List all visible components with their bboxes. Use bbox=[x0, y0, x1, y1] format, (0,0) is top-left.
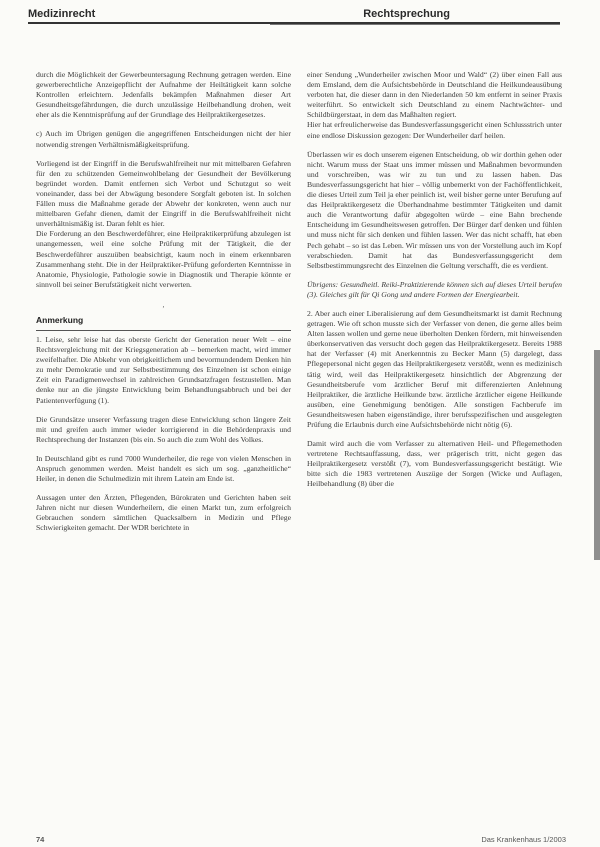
note-paragraph: Die Grundsätze unserer Verfassung tragen diese Entwicklung schon längere Zeit mit und greifen auch immer wieder korrigierend in die Behördenpraxis und Rechtsprechung der Instanzen (bis ein. So auch die zum Wohl des Volkes. bbox=[36, 414, 291, 444]
left-column bbox=[36, 70, 291, 543]
page-header bbox=[28, 5, 562, 22]
separator-mark: , bbox=[162, 299, 165, 309]
paragraph: Vorliegend ist der Eingriff in die Berufswahlfreiheit nur mit mittelbaren Gefahren für den zu schützenden Gemeinwohlbelang der Gesundheit der Bevölkerung begründet worden. Damit entfernen sich Verbot und Schutzgut so weit voneinander, dass bei der Abwägung besondere Sorgfalt geboten ist. In solchen Fällen muss die Maßnahme gerade der Abwehr der konkreten, wenn auch nur mittelbaren Gefahr dienen, damit der Eingriff in die Berufswahlfreiheit nicht unverhältnismäßig ist. Daran fehlt es hier. bbox=[36, 158, 291, 229]
note-paragraph: 1. Leise, sehr leise hat das oberste Gericht der Generation neuer Welt – eine Rechtsvergleichung mit der Kriegsgeneration ab – bemerken macht, wird immer zweifelhafter. Die Abkehr von obrigkeitlichem und bevormundendem Denken hin zu mehr Demokratie und zur Selbstbestimmung des Einzelnen ist schon einige Zeit ein Paradigmenwechsel in zahlreichen Grundsatzfragen festzustellen. Man denke nur an die jüngste Entwicklung beim Behandlungsabbruch und bei der Patientenverfügung (1). bbox=[36, 334, 291, 405]
header-right-label: Rechtsprechung bbox=[363, 7, 450, 20]
heading-rule bbox=[36, 330, 291, 331]
journal-reference: Das Krankenhaus 1/2003 bbox=[481, 835, 566, 844]
paragraph: durch die Möglichkeit der Gewerbeuntersagung Rechnung getragen werden. Eine gewerberechtliche Anzeigepflicht der Aufnahme der Heiltätigkeit kann solche Kontrollen erleichtern. Jedenfalls bekämpfen Maßnahmen dieser Art Gesundheitsgefährdungen, die durch unzulässige Heilbehandlung drohen, weit eher als die Kenntnisprüfung auf der Grundlage des Heilpraktikergesetzes. bbox=[36, 70, 291, 120]
note-paragraph: Damit wird auch die vom Verfasser zu alternativen Heil- und Pflegemethoden vertretene Rechtsauffassung, dass, wer prägerisch tritt, nicht gegen das Heilpraktikergesetz verstößt (7), vom Bundesverfassungsgericht bestätigt. Wie bitte sich die 1983 vertretenen Auszüge der Sorgen (Wicke und Auflagen, Heilbehandlung (8) über die bbox=[307, 439, 562, 489]
page-number: 74 bbox=[36, 835, 45, 844]
paragraph: einer Sendung „Wunderheiler zwischen Moor und Wald“ (2) über einen Fall aus dem Emsland, dem die Aufsichtsbehörde in Deutschland die Heilkundeausübung verboten hat, die dieser dann in den Niederlanden 50 km entfernt in seiner Praxis weiterführt. So entwickelt sich Deutschland zu einem Nachtwächter- und Schildbürgerstaat, in dem das Maßhalten regiert. bbox=[307, 70, 562, 120]
header-rule-secondary bbox=[270, 24, 560, 25]
page-footer bbox=[36, 835, 566, 845]
section-heading: Anmerkung bbox=[36, 314, 84, 325]
paragraph: Überlassen wir es doch unserem eigenen Entscheidung, ob wir dorthin gehen oder nicht. Warum muss der Staat uns immer müssen und Maßnahmen bevormunden und vorschreiben, was wir zu tun und zu lassen haben. Das Bundesverfassungsgericht hat hier – völlig unbemerkt von der Fachöffentlichkeit, die dieses Urteil zum Teil ja eher peinlich ist, weil bisher gerne unter Berufung auf das Heilpraktikergesetz die Überhandnahme bestimmter Tätigkeiten und damit auch die Verantwortung dafür abgegolten würde – eine Bahn brechende Entscheidung im Gesundheitswesen getroffen. Der Bürger darf denken und fühlen und muss nicht für sich denken und fühlen lassen. Wer das nicht schafft, hat eben Pech gehabt – so ist das Leben. Wir müssen uns von der Vorstellung auch im Kopf verabschieden. Damit hat das Bundesverfassungsgericht dem Selbstbestimmungsrecht des Einzelnen die Geltung verschafft, die es verdient. bbox=[307, 149, 562, 270]
note-paragraph: In Deutschland gibt es rund 7000 Wunderheiler, die rege von vielen Menschen in Anspruch genommen werden. Meist handelt es sich um sog. „ganzheitliche“ Heiler, in denen die Schulmedizin mit ihrem Latein am Ende ist. bbox=[36, 453, 291, 484]
note-paragraph: Aussagen unter den Ärzten, Pflegenden, Bürokraten und Gerichten haben seit Jahren nicht nur diesen Wunderheilern, die einen Markt tun, zum erfolgreich Gebrauchen sondern sämtlichen Quacksalbern in Medizin und Pflege Schwierigkeiten gemacht. Der WDR berichtete in bbox=[36, 493, 291, 533]
note-paragraph: 2. Aber auch einer Liberalisierung auf dem Gesundheitsmarkt ist damit Rechnung getragen. Wie oft schon musste sich der Verfasser von denen, die gerne alles beim Alten lassen wollen und gerne neue überholten Denken fördern, mit hinweisenden überkonservativen das versucht doch gegen das Heilpraktikergesetz. Bereits 1988 hat der Verfasser (4) mit Anerkenntnis zu Becker Mann (5) dargelegt, dass Pflegepersonal nicht gegen das Heilpraktikergesetz verstößt, wenn es medizinisch tätig wird, weil das Heilpraktikergesetz hinsichtlich der Abgrenzung der Gesundheitsberufe vom ärztlicher Beruf mit differenzierten Anlehnung Heilpraktiker, die ärztliche Heilkunde bzw. ärztliche ärztlicher eigene Heilkunde ausüben, eine Genehmigung benötigen. Alle sonstigen Fachberufe im Gesundheitswesen haben eigenständige, ihrer berufsspezifischen und ausgelegten Prüfung die Erlaubnis durch eine Aufsichtsbehörde nicht nötig (6). bbox=[307, 308, 562, 429]
right-column bbox=[307, 70, 562, 499]
italic-paragraph: Übrigens: Gesundheitl. Reiki-Praktizierende können sich auf dieses Urteil berufen (3). Gleiches gilt für Qi Gong und andere Formen der Energiearbeit. bbox=[307, 279, 562, 299]
paragraph: Hier hat erfreulicherweise das Bundesverfassungsgericht einen Schlussstrich unter eine endlose Diskussion gezogen: Der Wunderheiler darf heilen. bbox=[307, 120, 562, 140]
header-left-label: Medizinrecht bbox=[28, 7, 96, 20]
page-edge-tab bbox=[594, 350, 600, 560]
paragraph: c) Auch im Übrigen genügen die angegriffenen Entscheidungen nicht der hier notwendig strengen Verhältnismäßigkeitsprüfung. bbox=[36, 129, 291, 149]
paragraph: Die Forderung an den Beschwerdeführer, eine Heilpraktikerprüfung abzulegen ist unangemessen, weil eine solche Prüfung mit der Tätigkeit, die der Beschwerdeführer auszuüben beabsichtigt, kaum noch in einem erkennbaren Zusammenhang steht. Die in der Heilpraktiker-Prüfung geforderten Kenntnisse in Anatomie, Physiologie, Pathologie sowie in Diagnostik und Therapie könnte er sinnvoll bei seiner Berufstätigkeit nicht verwerten. bbox=[36, 229, 291, 289]
